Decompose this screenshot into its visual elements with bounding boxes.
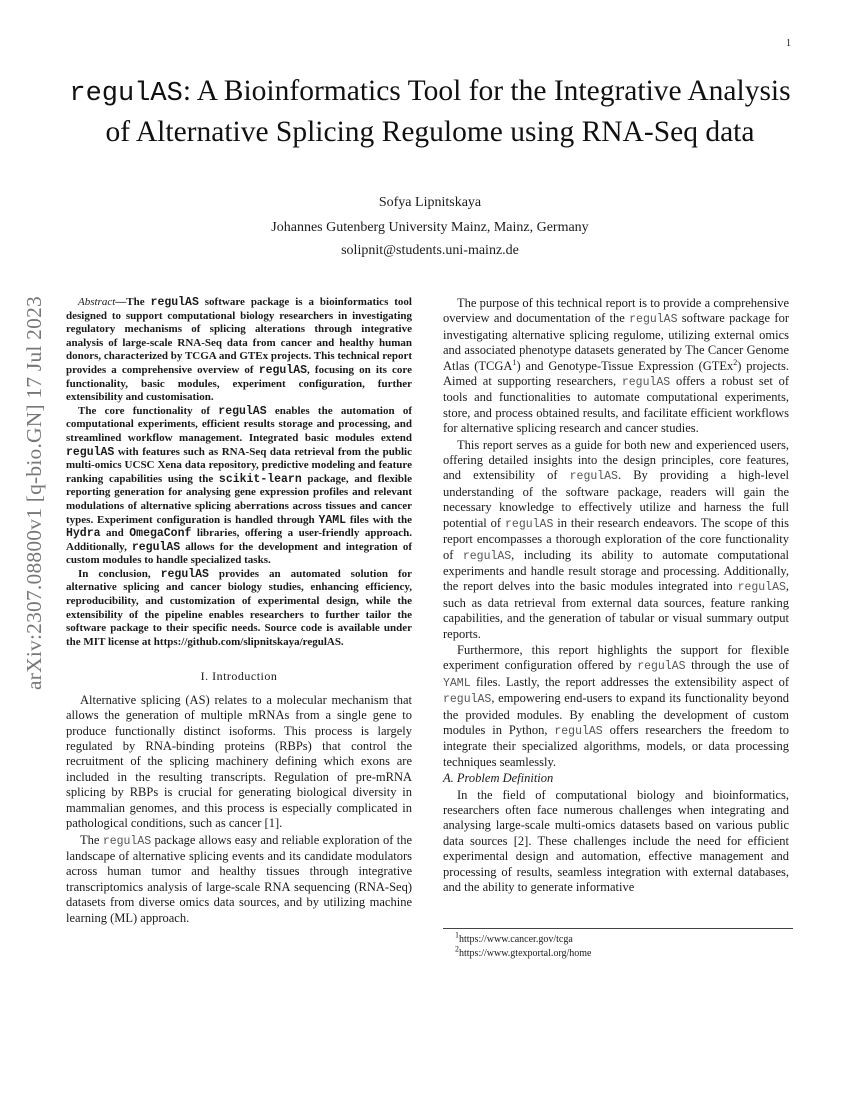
code-term: Hydra — [66, 527, 101, 541]
code-term: regulAS — [258, 363, 308, 377]
code-term: regulAS — [505, 517, 554, 531]
text-run: Furthermore, this report highlights the support for flexible experiment configuration offered by — [443, 642, 789, 673]
code-term: regulAS — [443, 693, 492, 707]
text-run: This report serves as a guide for both new and experienced users, offering detailed insights into the design principles, core features, and extensibility of — [443, 437, 789, 483]
text-run: software package for investigating alternative splicing regulome, utilizing external omics and associated phenotype datasets generated by The Cancer Genome Atlas (TCGA — [443, 311, 789, 373]
text-run: allows for the development and integration of custom modules to handle specialized tasks. — [66, 540, 412, 567]
footnote-2 — [443, 944, 793, 961]
author-affiliation: Johannes Gutenberg University Mainz, Mainz, Germany — [271, 220, 589, 235]
left-column — [66, 296, 412, 927]
text-run: , empowering end-users to expand its functionality beyond the provided modules. By enabling the development of custom modules in Python, — [443, 691, 789, 737]
text-run: with features such as RNA-Seq data retrieval from the public multi-omics UCSC Xena data repository, predictive modeling and feature ranking capabilities using the — [66, 445, 412, 485]
footnotes — [443, 928, 793, 961]
code-term: OmegaConf — [129, 527, 192, 541]
footnote-link[interactable]: https://www.gtexportal.org/home — [459, 948, 592, 959]
body-paragraph-configuration — [443, 643, 789, 770]
text-run: in their research endeavors. The scope of this report encompasses a thorough exploration of the core functionality of — [443, 515, 790, 562]
text-run: The — [80, 832, 103, 847]
footnote-rule — [443, 928, 793, 929]
code-term: regulAS — [218, 404, 267, 418]
text-run: files with the — [346, 513, 412, 526]
text-run: The core functionality of — [78, 404, 219, 417]
footnote-link[interactable]: https://www.cancer.gov/tcga — [459, 934, 573, 945]
text-run: and — [100, 527, 130, 540]
footnote-mark: 2 — [733, 357, 738, 367]
text-run: The purpose of this technical report is to provide a comprehensive overview and documentation of the — [443, 296, 789, 326]
text-run: , such as data retrieval from external data sources, feature ranking capabilities, and the generation of tabular or visual summary output reports. — [443, 579, 789, 641]
footnote-mark: 1 — [512, 357, 517, 367]
text-run: files. Lastly, the report addresses the extensibility aspect of — [470, 674, 789, 689]
text-run: provides an automated solution for alternative splicing and cancer biology studies, enhancing efficiency, reproducibility, and customization of experimental design, while the extensibility of the pipeline enables researchers to further tailor the software package to their specific needs. Source code is available under the MIT license at https://github.com/slipnitskaya/regulAS. — [66, 567, 412, 648]
code-term: regulAS — [554, 724, 603, 738]
text-run: software package is a bioinformatics tool designed to support computational biology researchers in investigating regulatory mechanisms of splicing alterations through integrative analysis of large-scale RNA-Seq data from cancer and healthy human donors, characterized by TCGA and GTEx projects. This technical report provides a comprehensive overview of — [66, 296, 412, 376]
text-run: ) and Genotype-Tissue Expression (GTEx — [516, 358, 734, 373]
text-run: enables the automation of computational experiments, efficient results storage and processing, and streamlined workflow management. Integrated basic modules extend — [66, 404, 412, 444]
text-run: . By providing a high-level understanding of the software package, readers will gain the necessary knowledge to effectively utilize and harness the full potential of — [443, 468, 789, 530]
code-term: regulAS — [66, 445, 115, 459]
text-run: The — [126, 296, 151, 308]
abstract — [66, 296, 412, 649]
abstract-paragraph-3 — [66, 568, 412, 650]
text-run: package, and flexible reporting generation for analysing gene expression profiles and relevant modulations of alternative splicing aberrations across tissues and cancer types. Experiment configuration is handled through — [66, 472, 412, 526]
author-name: Sofya Lipnitskaya — [378, 195, 482, 210]
text-run: ) projects. Aimed at supporting researchers, — [443, 358, 789, 389]
text-run: package allows easy and reliable exploration of the landscape of alternative splicing events and its candidate modulators across human tumor and healthy tissues through integrative transcriptomics analysis of large-scale RNA sequencing (RNA-Seq) datasets from diverse omics data sources, and by utilizing machine learning (ML) approach. — [66, 832, 412, 925]
text-run: , including its ability to automate computational experiments and handle result storage and processing. Additionally, the report delves into the basic modules integrated into — [443, 547, 789, 594]
body-paragraph-purpose — [443, 296, 789, 437]
footnote-number: 2 — [455, 944, 459, 954]
subsection-heading-problem-definition: A. Problem Definition — [443, 771, 554, 786]
code-term: regulAS — [621, 376, 671, 390]
right-column — [443, 296, 789, 896]
text-run: , focusing on its core functionality, basic modules, experiment configuration, further extensibility and customisation. — [66, 363, 412, 404]
title-tool-name: regulAS — [69, 79, 183, 109]
abstract-dash: — — [115, 296, 127, 308]
text-run: offers a robust set of tools and functionalities to automate computational experiments, store, and process obtained results, and facilitate efficient workflows for alternative splicing research and cancer studies. — [443, 374, 789, 436]
code-term: regulAS — [629, 313, 678, 327]
body-paragraph-guide — [443, 438, 789, 642]
code-term: regulAS — [637, 660, 686, 674]
code-term: scikit-learn — [218, 472, 302, 486]
body-paragraph-problem: In the field of computational biology and bioinformatics, researchers often face numerous challenges when integrating and analysing large-scale multi-omics datasets based on various public data sources [2]. These challenges include the need for efficient experimental design and automation, effective management and processing of results, seamless integration with external databases, and the ability to generate informative — [443, 787, 789, 895]
code-term: regulAS — [131, 540, 181, 554]
code-term: regulAS — [150, 296, 199, 309]
text-run: libraries, offering a user-friendly approach. Additionally, — [66, 527, 412, 553]
code-term: regulAS — [160, 567, 209, 581]
paper-title — [60, 72, 800, 151]
abstract-paragraph-1 — [66, 296, 412, 405]
code-term: regulAS — [462, 549, 512, 563]
footnote-number: 1 — [455, 930, 459, 940]
author-email: solipnit@students.uni-mainz.de — [341, 243, 519, 258]
abstract-label: Abstract — [78, 296, 116, 308]
code-term: regulAS — [569, 470, 618, 484]
arxiv-identifier: arXiv:2307.08800v1 [q-bio.GN] 17 Jul 2023 — [22, 296, 46, 690]
code-term: YAML — [318, 513, 347, 527]
intro-paragraph-2 — [66, 833, 412, 926]
abstract-paragraph-2 — [66, 405, 412, 568]
title-rest: : A Bioinformatics Tool for the Integrative Analysis of Alternative Splicing Regulome using RNA-Seq data — [105, 75, 791, 148]
code-term: YAML — [443, 676, 471, 690]
section-heading-introduction: I. Introduction — [200, 669, 278, 684]
page-number: 1 — [786, 38, 791, 49]
text-run: through the use of — [685, 658, 789, 673]
code-term: regulAS — [102, 834, 152, 848]
text-run: offers researchers the freedom to integrate their specialized algorithms, models, or data processing techniques seamlessly. — [443, 722, 789, 769]
text-run: In conclusion, — [78, 567, 161, 580]
intro-paragraph-1: Alternative splicing (AS) relates to a molecular mechanism that allows the generation of multiple mRNAs from a single gene to produce functionally distinct isoforms. This process is largely regulated by RNA-binding proteins (RBPs) that control the recruitment of the splicing machinery defining which exons are included in the resulting transcripts. Regulation of pre-mRNA splicing by RBPs is crucial for generating biological diversity in mammalian genomes, and this process is especially complicated in pathological conditions, such as cancer [1]. — [66, 692, 412, 831]
footnote-1 — [443, 930, 793, 947]
code-term: regulAS — [737, 581, 786, 595]
